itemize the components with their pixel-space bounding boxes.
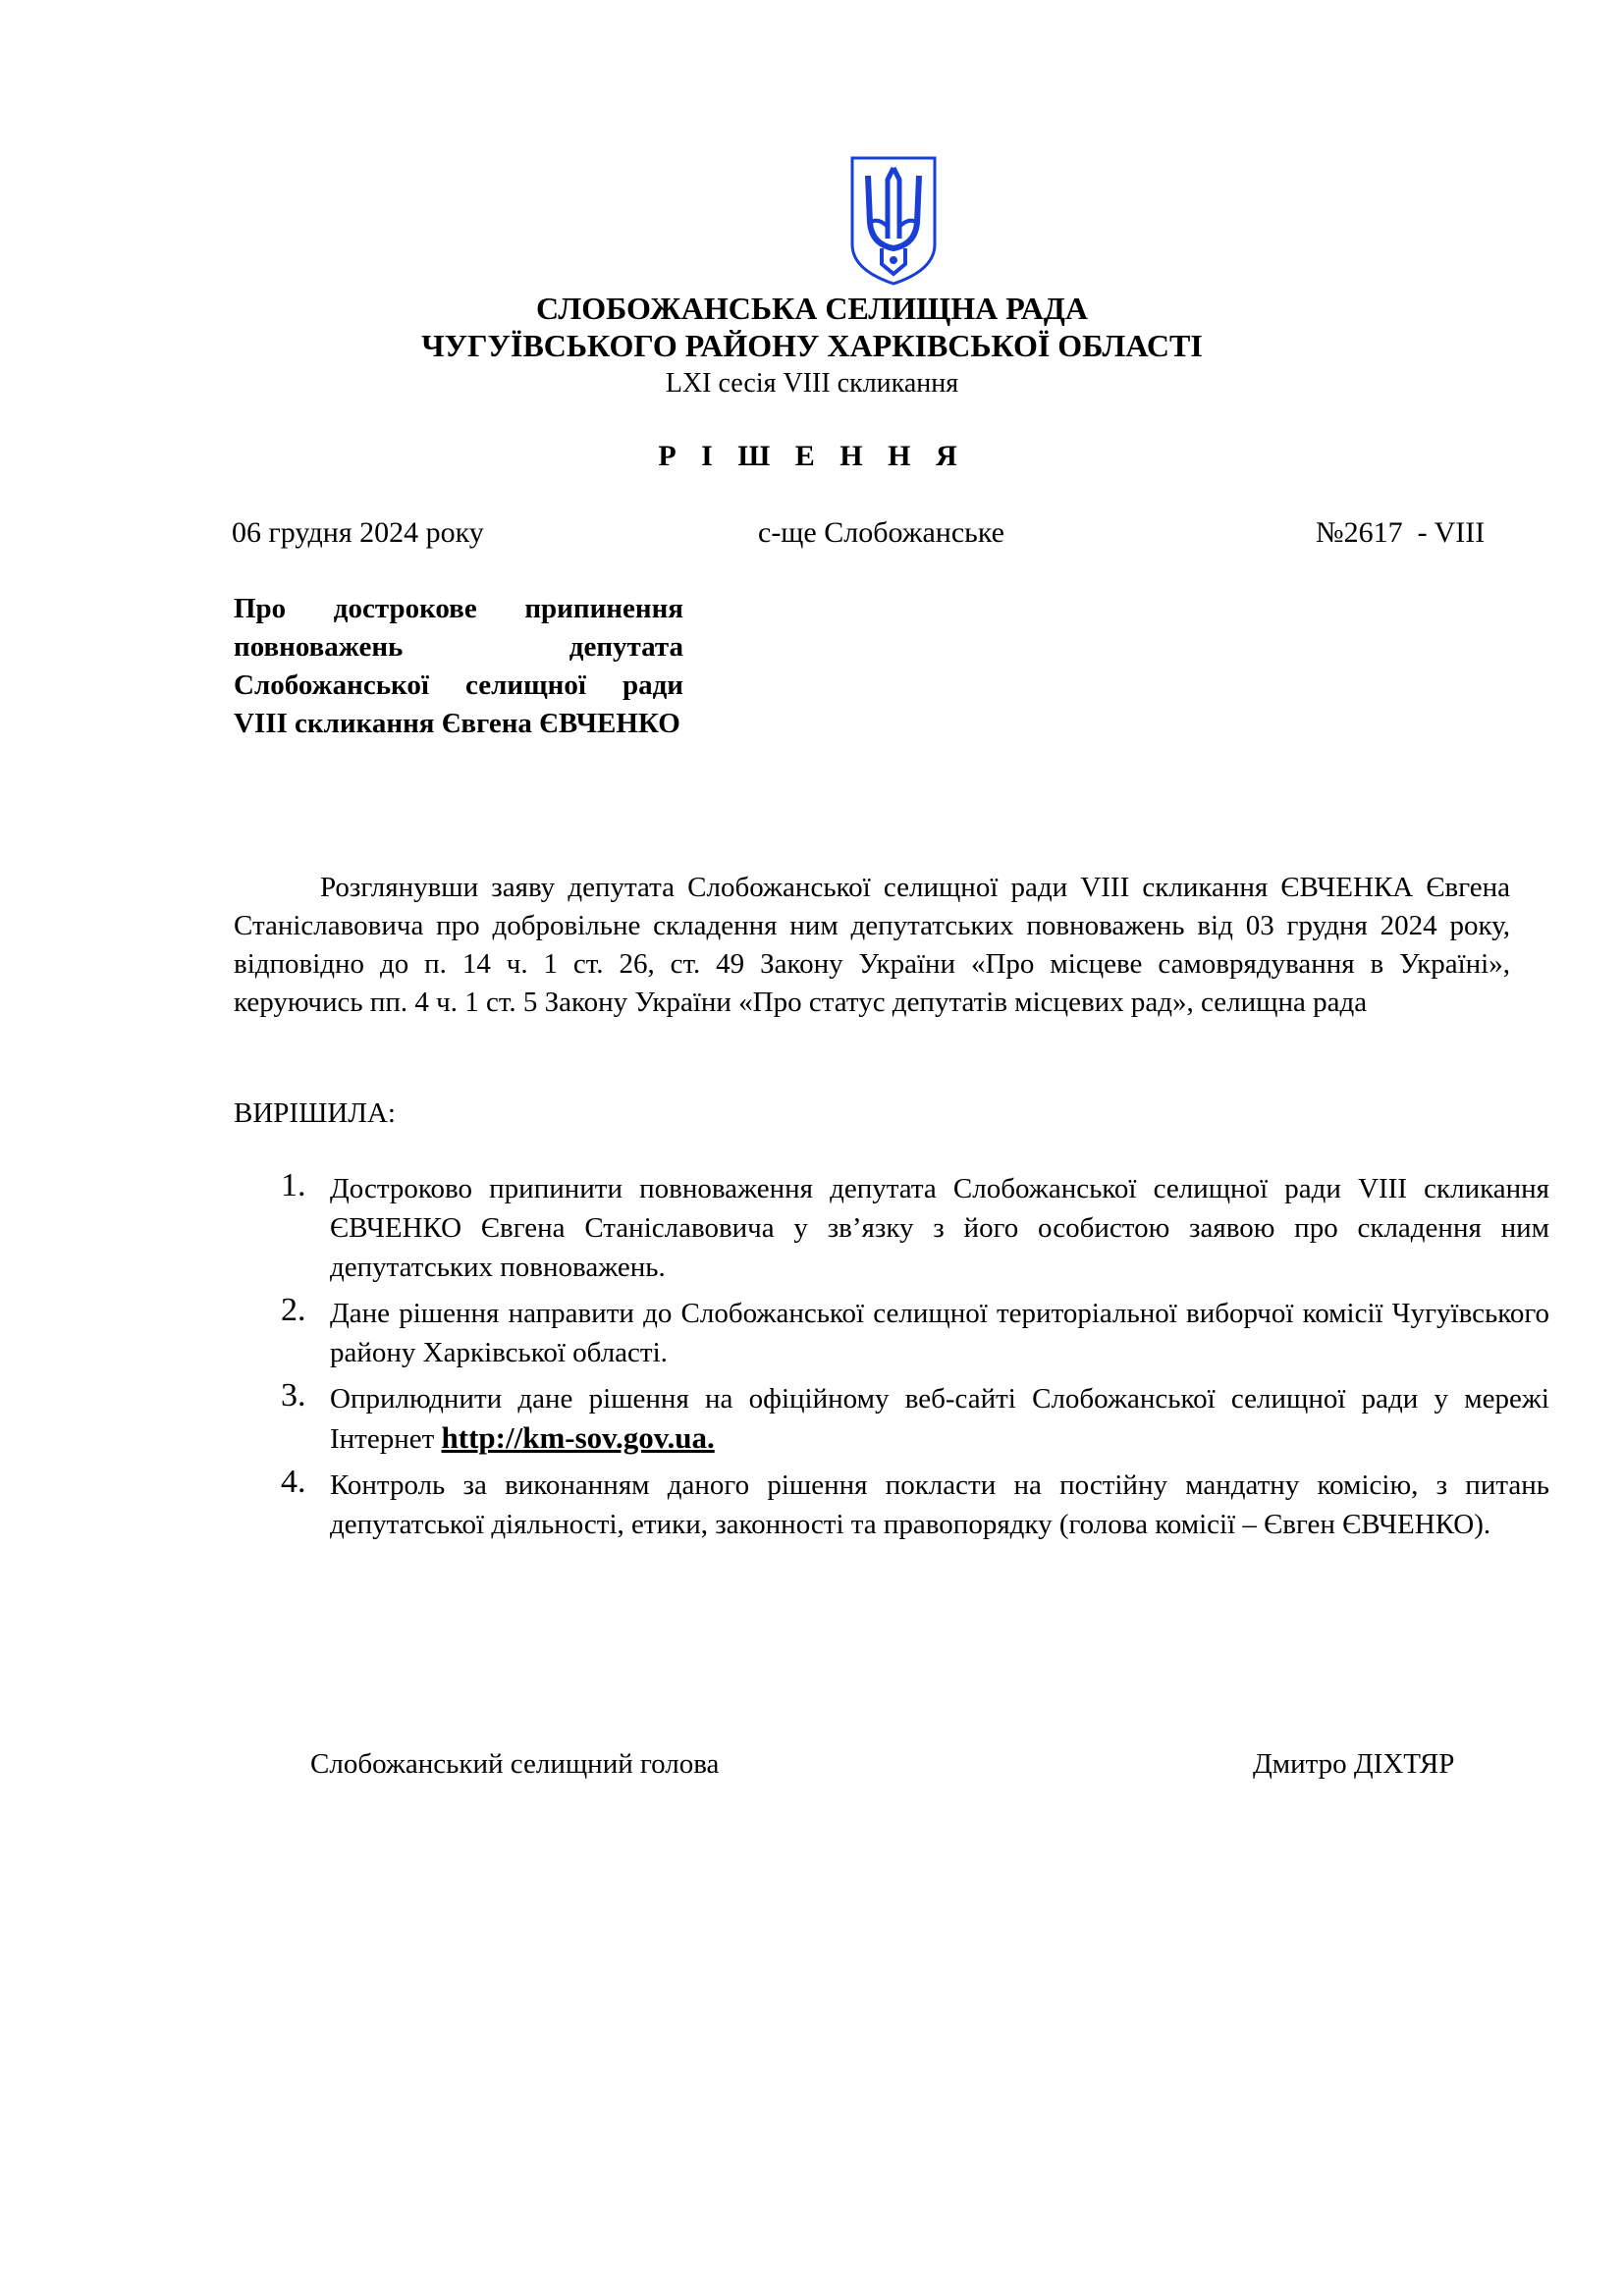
signatory-name: Дмитро ДІХТЯР xyxy=(1253,1748,1455,1780)
item-text-with-link xyxy=(330,1377,1549,1459)
item-text: Достроково припинити повноваження депутата Слобожанської селищної ради VIII скликання ЄВЧЕНКО Євгена Станіславовича у зв’язку з його особистою заявою про складення ним депутатських повноважень. xyxy=(330,1173,1549,1283)
decision-place: с-ще Слобожанське xyxy=(758,516,1004,549)
decision-preamble: Розглянувши заяву депутата Слобожанської селищної ради VIII скликання ЄВЧЕНКА Євгена Станіславовича про добровільне складення ним депутатських повноважень від 03 грудня 2024 року, відповідно до п. 14 ч. 1 ст. 26, ст. 49 Закону України «Про місцеве самоврядування в Україні», керуючись пп. 4 ч. 1 ст. 5 Закону України «Про статус депутатів місцевих рад», селищна рада xyxy=(234,872,1510,1018)
signatory-title: Слобожанський селищний голова xyxy=(310,1748,720,1780)
session-line: LXI сесія VIII скликання xyxy=(665,368,959,399)
item-text: Дане рішення направити до Слобожанської селищної територіальної виборчої комісії Чугуївського району Харківської області. xyxy=(330,1298,1549,1368)
council-district: ЧУГУЇВСЬКОГО РАЙОНУ ХАРКІВСЬКОЇ ОБЛАСТІ xyxy=(421,328,1203,363)
item-text: Контроль за виконанням даного рішення покласти на постійну мандатну комісію, з питань депутатської діяльності, етики, законності та правопорядку (голова комісії – Євген ЄВЧЕНКО). xyxy=(330,1469,1549,1540)
resolved-label: ВИРІШИЛА: xyxy=(234,1097,396,1129)
resolution-item xyxy=(281,1292,1549,1372)
item-number: 1. xyxy=(281,1167,306,1203)
resolution-item xyxy=(281,1377,1549,1459)
item-text: Оприлюднити дане рішення на офіційному веб-сайті Слобожанської селищної ради у мережі Інтернет xyxy=(330,1383,1549,1455)
council-name: СЛОБОЖАНСЬКА СЕЛИЩНА РАДА xyxy=(536,291,1088,326)
document-type-title: Р І Ш Е Н Н Я xyxy=(658,440,966,472)
resolution-items-list xyxy=(281,1167,1549,1549)
resolution-item xyxy=(281,1167,1549,1287)
item-number: 3. xyxy=(281,1377,306,1414)
item-number: 2. xyxy=(281,1292,306,1328)
decision-subject: Про дострокове припинення повноважень депутата Слобожанської селищної ради VIII скликання Євгена ЄВЧЕНКО xyxy=(234,593,683,739)
resolution-item xyxy=(281,1464,1549,1544)
item-number: 4. xyxy=(281,1464,306,1500)
website-link[interactable]: http://km-sov.gov.ua. xyxy=(441,1420,715,1455)
decision-number: №2617 - VIII xyxy=(1316,516,1486,549)
decision-date: 06 грудня 2024 року xyxy=(232,516,484,549)
ukraine-trident-emblem-icon xyxy=(848,154,939,288)
